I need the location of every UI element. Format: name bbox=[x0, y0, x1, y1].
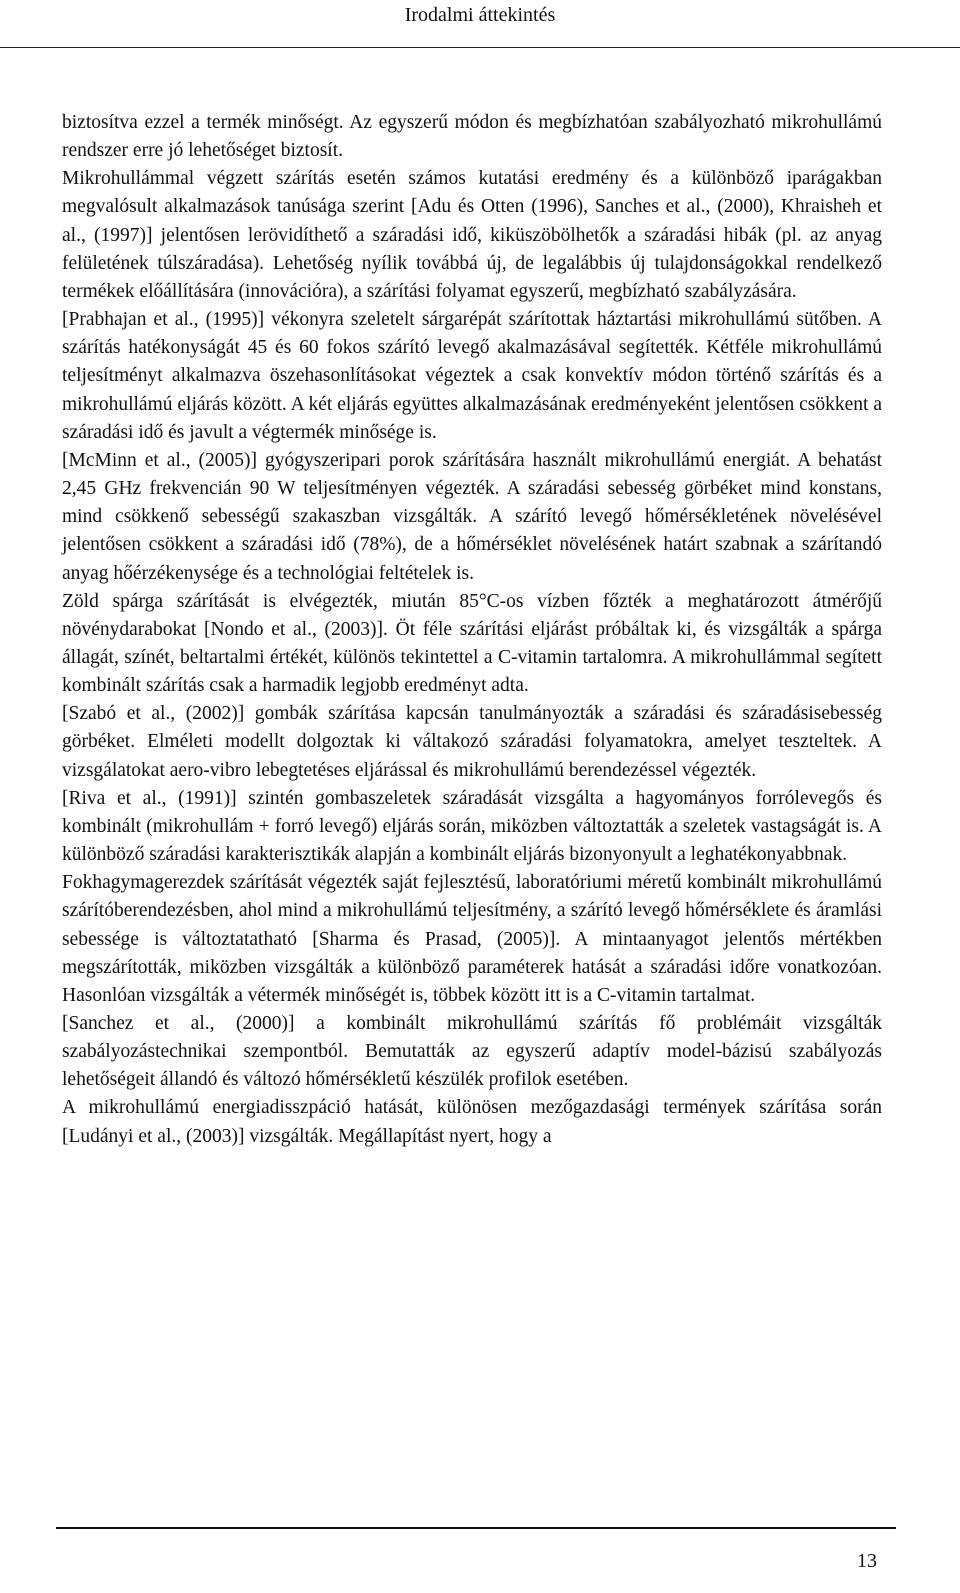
paragraph: Fokhagymagerezdek szárítását végezték saját fejlesztésű, laboratóriumi méretű kombinált mikrohullámú szárítóberendezésben, ahol mind a mikrohullámú teljesítmény, a szárító levegő hőmérséklete és áramlási sebessége is változtatatható [Sharma és Prasad, (2005)]. A mintaanyagot jelentős mértékben megszárították, miközben vizsgálták a különböző paraméterek hatását a száradási időre vonatkozóan. Hasonlóan vizsgálták a vétermék minőségét is, többek között itt is a C-vitamin tartalmat. bbox=[62, 872, 882, 1006]
paragraph: A mikrohullámú energiadisszpáció hatását, különösen mezőgazdasági termények szárítása során [Ludányi et al., (2003)] vizsgálták. Megállapítást nyert, hogy a bbox=[62, 1097, 882, 1147]
footer-rule bbox=[56, 1527, 896, 1529]
paragraph: Mikrohullámmal végzett szárítás esetén számos kutatási eredmény és a különböző iparágakban megvalósult alkalmazások tanúsága szerint [Adu és Otten (1996), Sanches et al., (2000), Khraisheh et al., (1997)] jelentősen lerövidíthető a száradási idő, kiküszöbölhetők a száradási hibák (pl. az anyag felületének túlszáradása). Lehetőség nyílik továbbá új, de legalábbis új tulajdonságokkal rendelkező termékek előállítására (innovációra), a szárítási folyamat egyszerű, megbízható szabályzására. bbox=[62, 168, 882, 302]
page-header bbox=[0, 0, 960, 50]
body-text bbox=[62, 109, 882, 1151]
running-header-title: Irodalmi áttekintés bbox=[404, 4, 556, 26]
paragraph: [Szabó et al., (2002)] gombák szárítása kapcsán tanulmányozták a száradási és száradásisebesség görbéket. Elméleti modellt dolgoztak ki váltakozó száradási folyamatokra, amelyet teszteltek. A vizsgálatokat aero-vibro lebegtetéses eljárással és mikrohullámú berendezéssel végezték. bbox=[62, 703, 882, 781]
paragraph: [Prabhajan et al., (1995)] vékonyra szeletelt sárgarépát szárítottak háztartási mikrohullámú sütőben. A szárítás hatékonyságát 45 és 60 fokos szárító levegő akalmazásával segítették. Kétféle mikrohullámú teljesítményt alkalmazva öszehasonlításokat végeztek a csak konvektív módon történő szárítás és a mikrohullámú eljárás között. A két eljárás együttes alkalmazásának eredményeként jelentősen csökkent a száradási idő és javult a végtermék minősége is. bbox=[62, 309, 882, 443]
paragraph: [McMinn et al., (2005)] gyógyszeripari porok szárítására használt mikrohullámú energiát. A behatást 2,45 GHz frekvencián 90 W teljesítményen végezték. A száradási sebesség görbéket mind konstans, mind csökkenő sebességű szakaszban vizsgálták. A szárító levegő hőmérsékletének növelésével jelentősen csökkent a száradási idő (78%), de a hőmérséklet növelésének határt szabnak a szárítandó anyag hőérzékenysége és a technológiai feltételek is. bbox=[62, 449, 882, 584]
paragraph: [Riva et al., (1991)] szintén gombaszeletek száradását vizsgálta a hagyományos forrólevegős és kombinált (mikrohullám + forró levegő) eljárás során, miközben változtatták a szeletek vastagságát is. A különböző száradási karakterisztikák alapján a kombinált eljárás bizonyonyult a leghatékonyabbnak. bbox=[62, 787, 882, 866]
paragraph: [Sanchez et al., (2000)] a kombinált mikrohullámú szárítás fő problémáit vizsgálták szabályozástechnikai szempontból. Bemutatták az egyszerű adaptív model-bázisú szabályozás lehetőségeit állandó és változó hőmérsékletű készülék profilok esetében. bbox=[62, 1013, 882, 1091]
header-rule bbox=[0, 47, 960, 48]
paragraph: biztosítva ezzel a termék minőségt. Az egyszerű módon és megbízhatóan szabályozható mikrohullámú rendszer erre jó lehetőséget biztosít. bbox=[62, 112, 882, 162]
paragraph: Zöld spárga szárítását is elvégezték, miután 85°C-os vízben főzték a meghatározott átmérőjű növénydarabokat [Nondo et al., (2003)]. Öt féle szárítási eljárást próbáltak ki, és vizsgálták a spárga állagát, színét, beltartalmi értékét, különös tekintettel a C-vitamin tartalomra. A mikrohullámmal segített kombinált szárítás csak a harmadik legjobb eredményt adta. bbox=[62, 590, 882, 697]
page-number: 13 bbox=[857, 1550, 877, 1572]
